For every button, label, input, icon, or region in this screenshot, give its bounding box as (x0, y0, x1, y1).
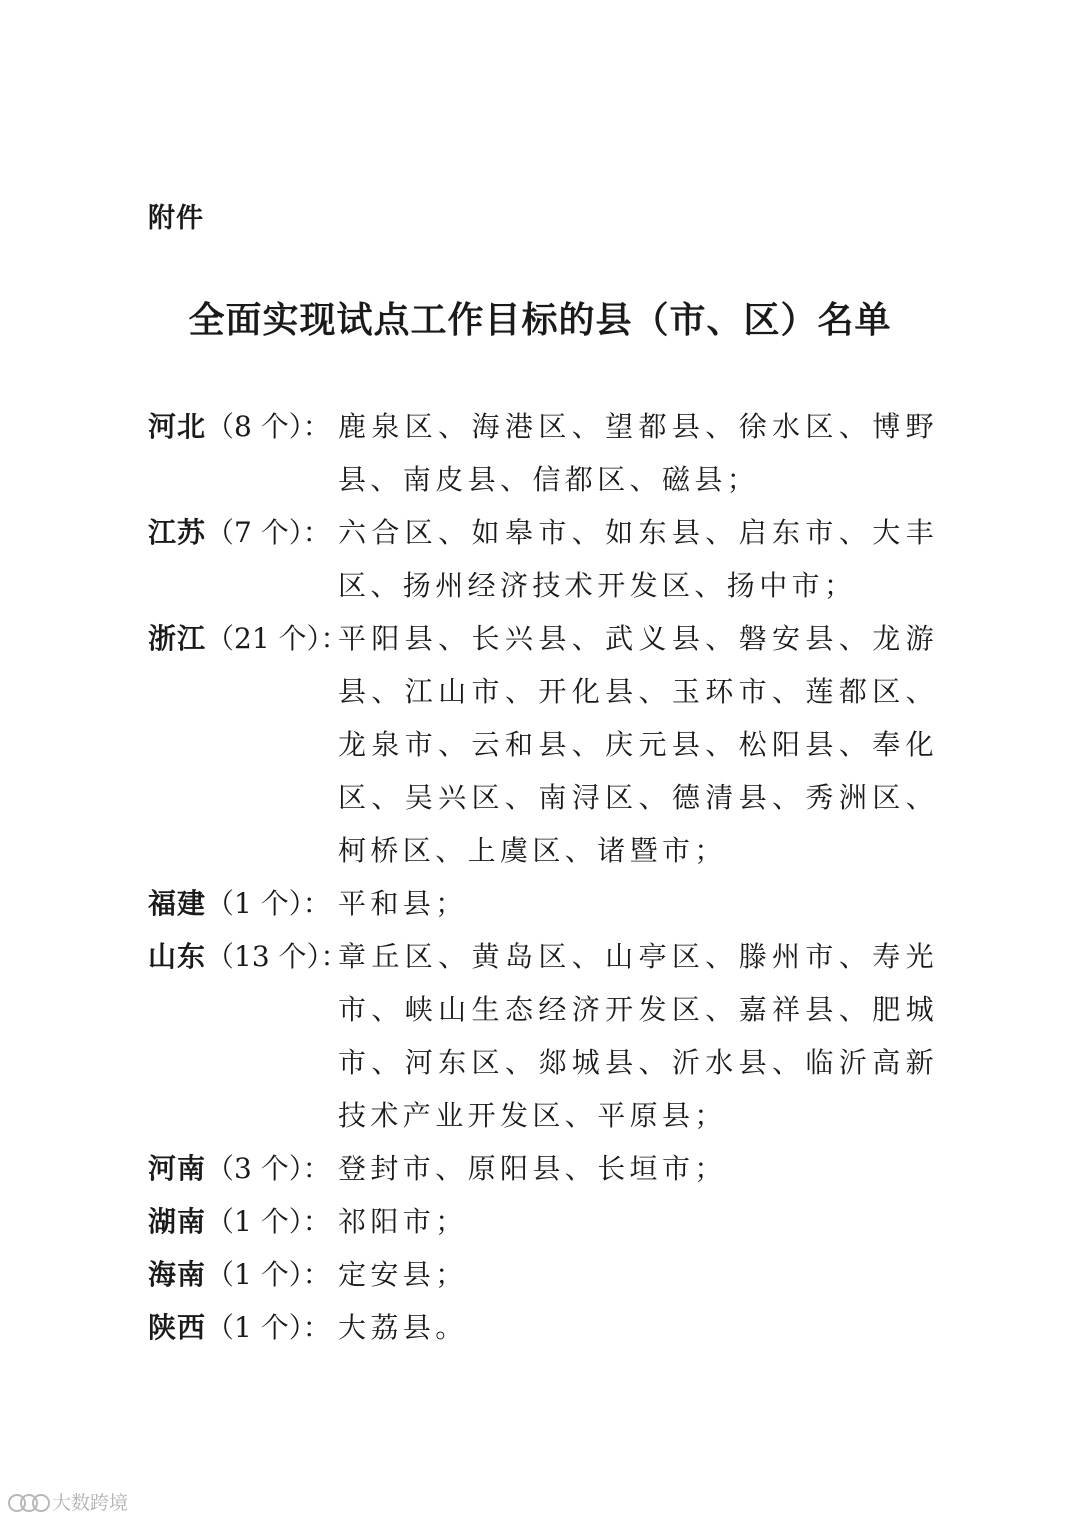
watermark (8, 1488, 128, 1515)
province-name: 浙江 (148, 622, 207, 655)
province-name: 山东 (148, 940, 207, 973)
list-item (148, 1248, 948, 1301)
entry-label (148, 930, 349, 983)
attachment-label: 附件 (148, 203, 204, 234)
county-names: 鹿泉区、海港区、望都县、徐水区、博野县、南皮县、信都区、磁县； (338, 410, 938, 496)
province-name: 陕西 (148, 1311, 207, 1344)
county-names: 大荔县。 (338, 1311, 468, 1344)
county-count: （1 个）： (206, 1258, 331, 1291)
county-names: 章丘区、黄岛区、山亭区、滕州市、寿光市、峡山生态经济开发区、嘉祥县、肥城市、河东区、郯城县、沂水县、临沂高新技术产业开发区、平原县； (338, 940, 938, 1132)
dashuju-logo-icon (8, 1491, 48, 1513)
province-name: 河北 (148, 410, 207, 443)
county-count: （7 个）： (206, 516, 331, 549)
county-names: 平阳县、长兴县、武义县、磐安县、龙游县、江山市、开化县、玉环市、莲都区、龙泉市、云和县、庆元县、松阳县、奉化区、吴兴区、南浔区、德清县、秀洲区、柯桥区、上虞区、诸暨市； (338, 622, 938, 867)
province-name: 河南 (148, 1152, 207, 1185)
county-count: （8 个）： (206, 410, 331, 443)
province-name: 福建 (148, 887, 207, 920)
list-item (148, 930, 948, 1142)
entry-label (148, 506, 338, 559)
document-title: 全面实现试点工作目标的县（市、区）名单 (188, 299, 892, 341)
county-count: （1 个）： (206, 1311, 331, 1344)
province-name: 海南 (148, 1258, 207, 1291)
county-names: 平和县； (338, 887, 468, 920)
province-name: 江苏 (148, 516, 207, 549)
county-count: （21 个）： (206, 622, 349, 655)
entry-label (148, 1248, 338, 1301)
county-count: （1 个）： (206, 1205, 331, 1238)
entry-label (148, 1142, 338, 1195)
county-names: 祁阳市； (338, 1205, 468, 1238)
county-list (148, 400, 948, 1354)
entry-label (148, 612, 349, 665)
county-names: 六合区、如皋市、如东县、启东市、大丰区、扬州经济技术开发区、扬中市； (338, 516, 938, 602)
list-item (148, 877, 948, 930)
watermark-text: 大数跨境 (52, 1492, 129, 1514)
county-names: 登封市、原阳县、长垣市； (338, 1152, 727, 1185)
county-names: 定安县； (338, 1258, 468, 1291)
county-count: （1 个）： (206, 887, 331, 920)
list-item (148, 1195, 948, 1248)
entry-label (148, 1195, 338, 1248)
list-item (148, 1142, 948, 1195)
county-count: （13 个）： (206, 940, 349, 973)
entry-label (148, 1301, 338, 1354)
entry-label (148, 400, 338, 453)
province-name: 湖南 (148, 1205, 207, 1238)
list-item (148, 400, 948, 506)
county-count: （3 个）： (206, 1152, 331, 1185)
list-item (148, 612, 948, 877)
list-item (148, 506, 948, 612)
entry-label (148, 877, 338, 930)
list-item (148, 1301, 948, 1354)
